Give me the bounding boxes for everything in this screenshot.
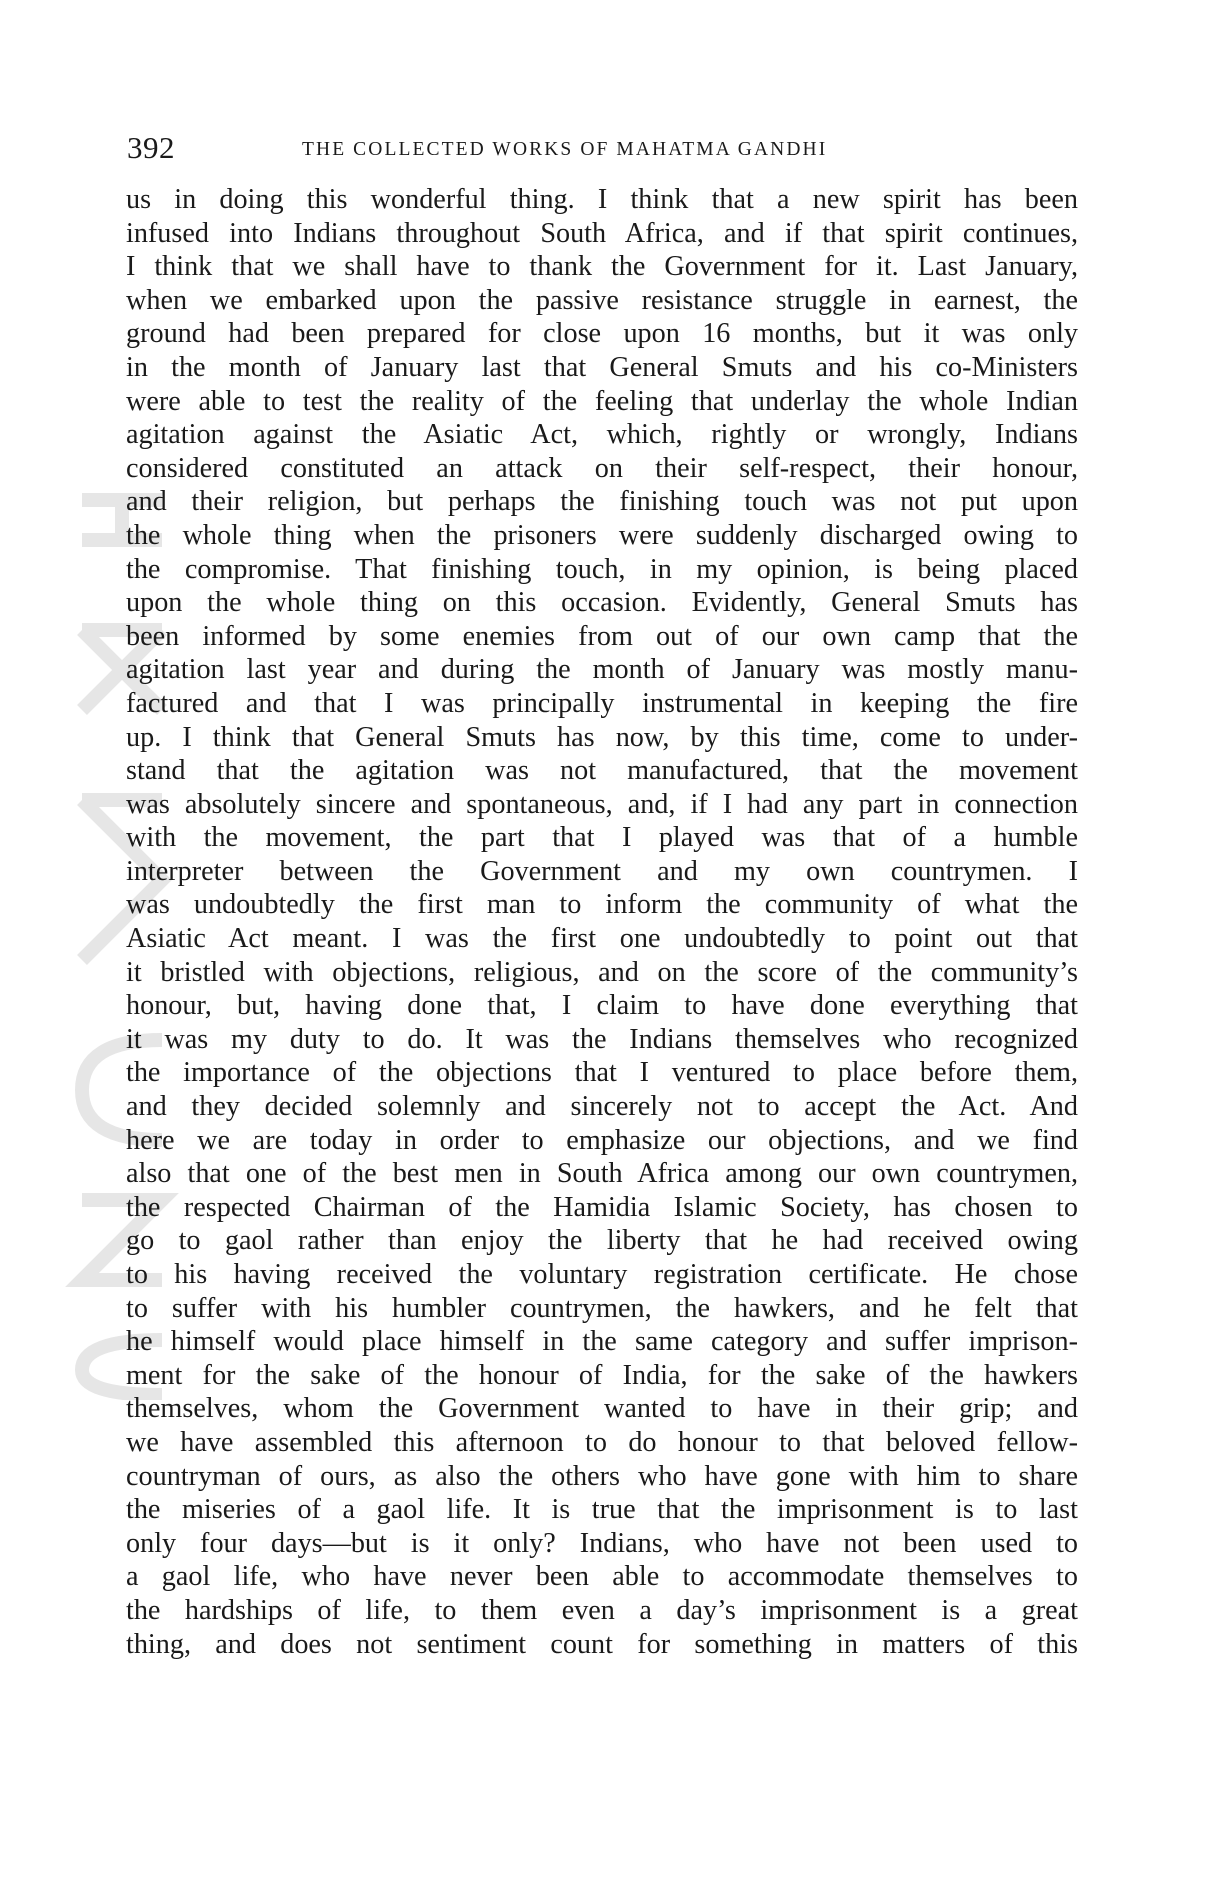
text-line: when we embarked upon the passive resistance struggle in earnest, the: [126, 284, 1078, 316]
text-line: agitation against the Asiatic Act, which, rightly or wrongly, Indians: [126, 419, 1078, 451]
text-line: themselves, whom the Government wanted to have in their grip; and: [126, 1393, 1078, 1425]
text-line: go to gaol rather than enjoy the liberty that he had received owing: [126, 1225, 1078, 1257]
text-line: countryman of ours, as also the others who have gone with him to share: [126, 1460, 1078, 1492]
text-line: up. I think that General Smuts has now, by this time, come to under-: [126, 721, 1078, 753]
text-line: thing, and does not sentiment count for something in matters of this: [126, 1628, 1078, 1660]
text-line: to suffer with his humbler countrymen, the hawkers, and he felt that: [126, 1292, 1078, 1324]
text-line: was undoubtedly the first man to inform the community of what the: [126, 889, 1078, 921]
text-line: in the month of January last that General Smuts and his co-Ministers: [126, 351, 1078, 383]
running-header: [127, 130, 1077, 170]
text-line: infused into Indians throughout South Africa, and if that spirit continues,: [126, 217, 1078, 249]
text-line: considered constituted an attack on their self-respect, their honour,: [126, 452, 1078, 484]
text-line: the whole thing when the prisoners were suddenly discharged owing to: [126, 519, 1078, 551]
text-line: and they decided solemnly and sincerely not to accept the Act. And: [126, 1091, 1078, 1123]
text-line: to his having received the voluntary registration certificate. He chose: [126, 1259, 1078, 1290]
text-line: Asiatic Act meant. I was the first one undoubtedly to point out that: [126, 923, 1078, 955]
text-line: interpreter between the Government and my own countrymen. I: [126, 855, 1078, 887]
text-line: factured and that I was principally instrumental in keeping the fire: [126, 687, 1078, 719]
text-line: also that one of the best men in South Africa among our own countrymen,: [126, 1158, 1078, 1190]
text-line: agitation last year and during the month of January was mostly manu-: [126, 654, 1078, 686]
text-line: the respected Chairman of the Hamidia Islamic Society, has chosen to: [126, 1191, 1078, 1223]
text-line: honour, but, having done that, I claim to have done everything that: [126, 990, 1078, 1022]
text-line: ment for the sake of the honour of India, for the sake of the hawkers: [126, 1359, 1078, 1391]
text-line: with the movement, the part that I played was that of a humble: [126, 822, 1078, 854]
page-number: 392: [127, 130, 175, 165]
text-line: us in doing this wonderful thing. I think that a new spirit has been: [126, 184, 1078, 215]
text-line: ground had been prepared for close upon 16 months, but it was only: [126, 318, 1078, 350]
text-line: the hardships of life, to them even a day’s imprisonment is a great: [126, 1594, 1078, 1626]
text-line: the importance of the objections that I ventured to place before them,: [126, 1057, 1078, 1089]
text-line: here we are today in order to emphasize our objections, and we find: [126, 1124, 1078, 1156]
text-line: it was my duty to do. It was the Indians themselves who recognized: [126, 1023, 1078, 1055]
text-line: were able to test the reality of the feeling that underlay the whole Indian: [126, 385, 1078, 417]
text-line: we have assembled this afternoon to do honour to that beloved fellow-: [126, 1426, 1078, 1458]
text-line: stand that the agitation was not manufactured, that the movement: [126, 755, 1078, 787]
text-line: he himself would place himself in the same category and suffer imprison-: [126, 1326, 1078, 1358]
text-line: it bristled with objections, religious, and on the score of the community’s: [126, 956, 1078, 988]
text-line: was absolutely sincere and spontaneous, and, if I had any part in connection: [126, 788, 1078, 820]
running-header-title: THE COLLECTED WORKS OF MAHATMA GANDHI: [302, 139, 828, 160]
text-line: I think that we shall have to thank the Government for it. Last January,: [126, 251, 1078, 283]
text-line: a gaol life, who have never been able to accommodate themselves to: [126, 1561, 1078, 1593]
text-line: upon the whole thing on this occasion. Evidently, General Smuts has: [126, 587, 1078, 619]
text-line: been informed by some enemies from out of our own camp that the: [126, 620, 1078, 652]
text-line: only four days—but is it only? Indians, who have not been used to: [126, 1527, 1078, 1559]
text-line: the compromise. That finishing touch, in my opinion, is being placed: [126, 553, 1078, 585]
text-line: and their religion, but perhaps the finishing touch was not put upon: [126, 486, 1078, 518]
text-line: the miseries of a gaol life. It is true that the imprisonment is to last: [126, 1494, 1078, 1526]
body-text: [126, 183, 1078, 1661]
